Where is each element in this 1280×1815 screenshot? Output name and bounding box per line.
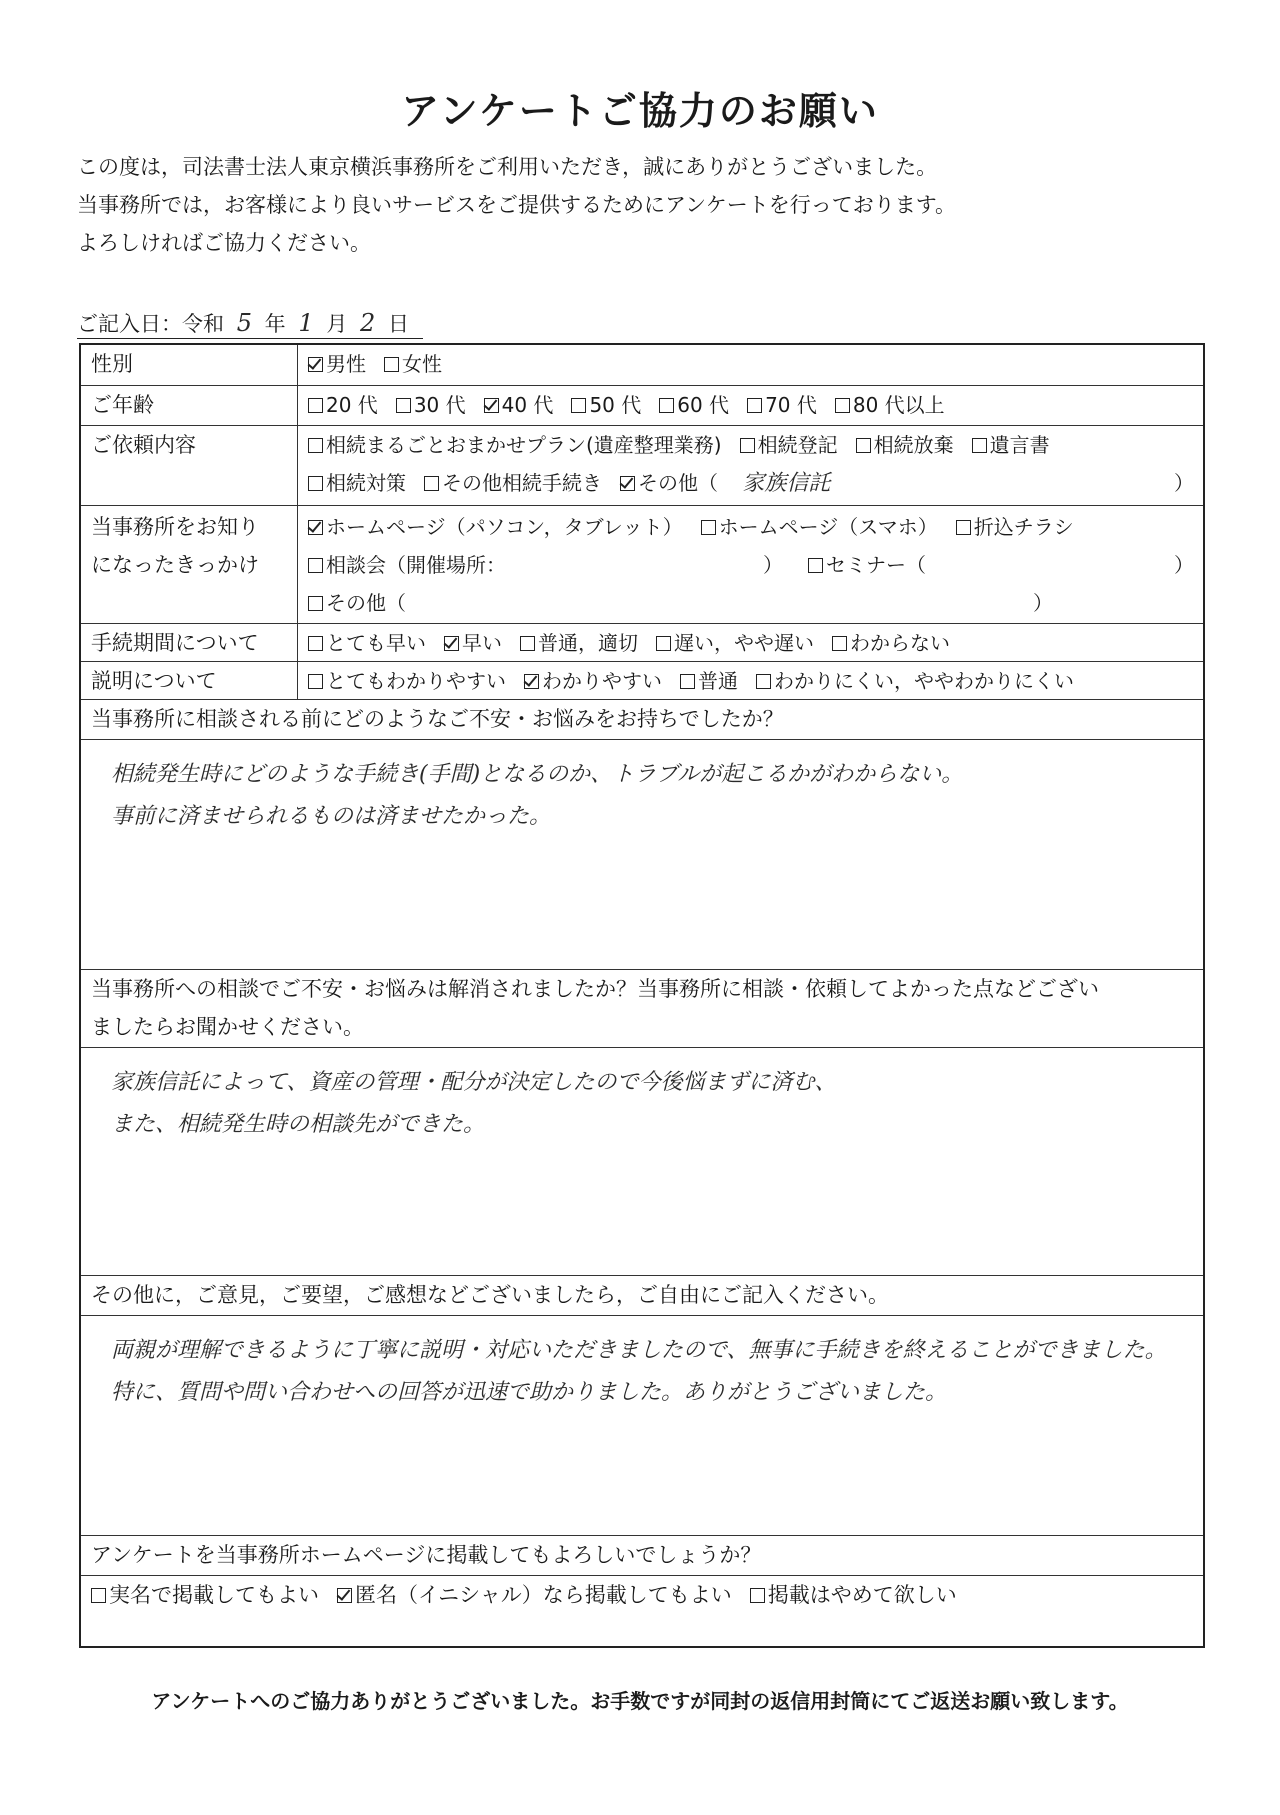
checkbox-label: 匿名（イニシャル）なら掲載してもよい (355, 1583, 732, 1607)
checkbox-option[interactable] (571, 386, 641, 424)
intro-line: 当事務所では，お客様により良いサービスをご提供するためにアンケートを行っております。 (77, 193, 957, 217)
request-row (81, 425, 1203, 505)
checkbox-checked-icon[interactable] (484, 398, 499, 413)
q2-question (81, 969, 1203, 1047)
checkbox-label: 遅い，やや遅い (674, 631, 814, 655)
checkbox-option[interactable] (524, 662, 662, 700)
checkbox-option[interactable] (808, 546, 926, 584)
checkbox-option[interactable] (832, 624, 950, 662)
checkbox-label: 相続登記 (757, 433, 838, 457)
survey-form (79, 343, 1205, 1648)
answer-line: 事前に済ませられるものは済ませたかった。 (111, 804, 552, 829)
checkbox-icon[interactable] (308, 674, 323, 689)
period-label: 手続期間について (81, 624, 298, 661)
checkbox-option[interactable] (747, 386, 817, 424)
checkbox-group (91, 1576, 1203, 1614)
close-paren: ） (1174, 553, 1194, 577)
checkbox-option[interactable] (308, 386, 378, 424)
checkbox-icon[interactable] (308, 438, 323, 453)
checkbox-label: とても早い (326, 631, 426, 655)
q1-answer[interactable] (81, 739, 1203, 969)
checkbox-option[interactable] (308, 546, 506, 584)
gender-row (81, 345, 1203, 385)
checkbox-option[interactable] (620, 464, 718, 502)
close-paren: ） (1033, 591, 1053, 615)
date-month-unit: 月 (326, 312, 348, 336)
request-label: ご依頼内容 (81, 426, 298, 505)
date-year-unit: 年 (264, 312, 286, 336)
answer-line: 両親が理解できるように丁寧に説明・対応いただきましたので、無事に手続きを終えることができました。 (111, 1338, 1167, 1363)
checkbox-label: セミナー（ (826, 553, 926, 577)
checkbox-icon[interactable] (308, 596, 323, 611)
checkbox-label: 相談会（開催場所： (326, 553, 506, 577)
period-row (81, 623, 1203, 661)
checkbox-label: 普通 (698, 669, 738, 693)
checkbox-label: その他（ (326, 591, 406, 615)
checkbox-option[interactable] (856, 426, 954, 464)
checkbox-icon[interactable] (680, 674, 695, 689)
publish-question: アンケートを当事務所ホームページに掲載してもよろしいでしょうか？ (81, 1535, 1203, 1575)
checkbox-label: その他相続手続き (442, 471, 602, 495)
checkbox-option[interactable] (308, 464, 406, 502)
intro-line: よろしければご協力ください。 (77, 231, 371, 255)
checkbox-label: 70 代 (765, 393, 817, 417)
checkbox-option[interactable] (91, 1576, 319, 1614)
checkbox-label: 相続まるごとおまかせプラン(遺産整理業務) (326, 433, 722, 457)
checkbox-group (308, 624, 1203, 662)
source-label-line: になったきっかけ (91, 553, 259, 577)
close-paren: ） (763, 553, 783, 577)
checkbox-label: 相続対策 (326, 471, 406, 495)
checkbox-label: わからない (850, 631, 950, 655)
checkbox-checked-icon[interactable] (620, 476, 635, 491)
checkbox-option[interactable] (701, 508, 938, 546)
checkbox-label: とてもわかりやすい (326, 669, 506, 693)
source-row (81, 505, 1203, 623)
answer-line: また、相続発生時の相談先ができた。 (111, 1112, 486, 1137)
checkbox-icon[interactable] (656, 636, 671, 651)
checkbox-label: 60 代 (677, 393, 730, 417)
checkbox-label: 20 代 (326, 393, 378, 417)
checkbox-option[interactable] (680, 662, 738, 700)
checkbox-option[interactable] (337, 1576, 732, 1614)
date-year[interactable]: 5 (236, 309, 252, 337)
date-prefix: ご記入日：令和 (77, 312, 224, 336)
checkbox-icon[interactable] (424, 476, 439, 491)
checkbox-label: 40 代 (501, 393, 554, 417)
checkbox-group (308, 508, 1203, 546)
checkbox-icon[interactable] (308, 558, 323, 573)
checkbox-option[interactable] (308, 426, 722, 464)
publish-options-row (81, 1575, 1203, 1648)
checkbox-label: その他（ (638, 471, 718, 495)
checkbox-option[interactable] (750, 1576, 957, 1614)
checkbox-option[interactable] (424, 464, 602, 502)
checkbox-option[interactable] (308, 584, 406, 622)
q2-question-line: ましたらお聞かせください。 (91, 1015, 364, 1039)
checkbox-option[interactable] (308, 662, 506, 700)
checkbox-checked-icon[interactable] (337, 1588, 352, 1603)
checkbox-icon[interactable] (740, 438, 755, 453)
checkbox-icon[interactable] (835, 398, 850, 413)
date-day-unit: 日 (387, 312, 409, 336)
answer-line: 家族信託によって、資産の管理・配分が決定したので今後悩まずに済む、 (111, 1070, 837, 1095)
checkbox-option[interactable] (484, 386, 554, 424)
close-paren: ） (1174, 471, 1194, 495)
checkbox-icon[interactable] (701, 520, 716, 535)
explanation-label: 説明について (81, 662, 298, 699)
checkbox-label: 普通，適切 (538, 631, 638, 655)
answer-line: 相続発生時にどのような手続き(手間)となるのか、トラブルが起こるかがわからない。 (111, 762, 964, 787)
checkbox-option[interactable] (396, 386, 466, 424)
checkbox-option[interactable] (740, 426, 838, 464)
q3-answer[interactable] (81, 1315, 1203, 1535)
q2-answer[interactable] (81, 1047, 1203, 1275)
checkbox-label: 相続放棄 (873, 433, 954, 457)
checkbox-label: 30 代 (413, 393, 466, 417)
age-label: ご年齢 (81, 386, 298, 425)
checkbox-option[interactable] (384, 345, 442, 383)
checkbox-option[interactable] (520, 624, 638, 662)
checkbox-option[interactable] (972, 426, 1050, 464)
checkbox-label: わかりやすい (542, 669, 662, 693)
q2-question-line: 当事務所への相談でご不安・お悩みは解消されましたか？当事務所に相談・依頼してよかった点などござい (91, 977, 1099, 1001)
checkbox-icon[interactable] (808, 558, 823, 573)
date-day[interactable]: 2 (360, 309, 376, 337)
checkbox-group (308, 345, 1203, 383)
request-other-value[interactable]: 家族信託 (742, 471, 831, 496)
checkbox-checked-icon[interactable] (308, 520, 323, 535)
checkbox-checked-icon[interactable] (524, 674, 539, 689)
checkbox-icon[interactable] (308, 636, 323, 651)
checkbox-option[interactable] (444, 624, 502, 662)
checkbox-label: 男性 (326, 352, 366, 376)
checkbox-option[interactable] (308, 508, 683, 546)
answer-line: 特に、質問や問い合わせへの回答が迅速で助かりました。ありがとうございました。 (111, 1380, 948, 1405)
page-title: アンケートご協力のお願い (401, 89, 879, 133)
checkbox-checked-icon[interactable] (444, 636, 459, 651)
q1-question: 当事務所に相談される前にどのようなご不安・お悩みをお持ちでしたか？ (81, 699, 1203, 739)
checkbox-icon[interactable] (856, 438, 871, 453)
checkbox-option[interactable] (756, 662, 1074, 700)
checkbox-label: ホームページ（パソコン，タブレット） (326, 515, 683, 539)
source-label-line: 当事務所をお知り (91, 515, 259, 539)
checkbox-icon[interactable] (396, 398, 411, 413)
checkbox-icon[interactable] (756, 674, 771, 689)
gender-label: 性別 (81, 345, 298, 385)
checkbox-icon[interactable] (659, 398, 674, 413)
checkbox-icon[interactable] (571, 398, 586, 413)
checkbox-group (308, 471, 736, 495)
date-month[interactable]: 1 (298, 309, 314, 337)
age-row (81, 385, 1203, 425)
explanation-row (81, 661, 1203, 699)
checkbox-icon[interactable] (384, 357, 399, 372)
checkbox-icon[interactable] (747, 398, 762, 413)
intro-line: この度は，司法書士法人東京横浜事務所をご利用いただき，誠にありがとうございました。 (77, 155, 938, 179)
checkbox-icon[interactable] (750, 1588, 765, 1603)
footer-note: アンケートへのご協力ありがとうございました。お手数ですが同封の返信用封筒にてご返送お願い致します。 (151, 1689, 1129, 1713)
checkbox-group (308, 426, 1203, 464)
checkbox-option[interactable] (308, 624, 426, 662)
checkbox-label: 掲載はやめて欲しい (767, 1583, 957, 1607)
checkbox-icon[interactable] (520, 636, 535, 651)
checkbox-icon[interactable] (91, 1588, 106, 1603)
checkbox-icon[interactable] (308, 476, 323, 491)
checkbox-group (308, 386, 1203, 424)
checkbox-icon[interactable] (832, 636, 847, 651)
checkbox-label: 50 代 (589, 393, 642, 417)
checkbox-label: 早い (462, 631, 502, 655)
checkbox-icon[interactable] (956, 520, 971, 535)
checkbox-label: 折込チラシ (973, 515, 1074, 539)
checkbox-label: 遺言書 (989, 433, 1050, 457)
intro-text (77, 148, 956, 262)
checkbox-group (308, 662, 1203, 700)
checkbox-icon[interactable] (308, 398, 323, 413)
checkbox-option[interactable] (659, 386, 729, 424)
entry-date (77, 308, 423, 339)
source-label (81, 506, 298, 623)
checkbox-icon[interactable] (972, 438, 987, 453)
q3-question: その他に，ご意見，ご要望，ご感想などございましたら，ご自由にご記入ください。 (81, 1275, 1203, 1315)
checkbox-option[interactable] (835, 386, 945, 424)
checkbox-option[interactable] (956, 508, 1074, 546)
checkbox-label: わかりにくい，ややわかりにくい (774, 669, 1074, 693)
checkbox-checked-icon[interactable] (308, 357, 323, 372)
checkbox-option[interactable] (308, 345, 366, 383)
checkbox-label: ホームページ（スマホ） (718, 515, 938, 539)
checkbox-label: 80 代以上 (852, 393, 945, 417)
checkbox-label: 実名で掲載してもよい (109, 1583, 319, 1607)
checkbox-label: 女性 (402, 352, 442, 376)
checkbox-option[interactable] (656, 624, 814, 662)
